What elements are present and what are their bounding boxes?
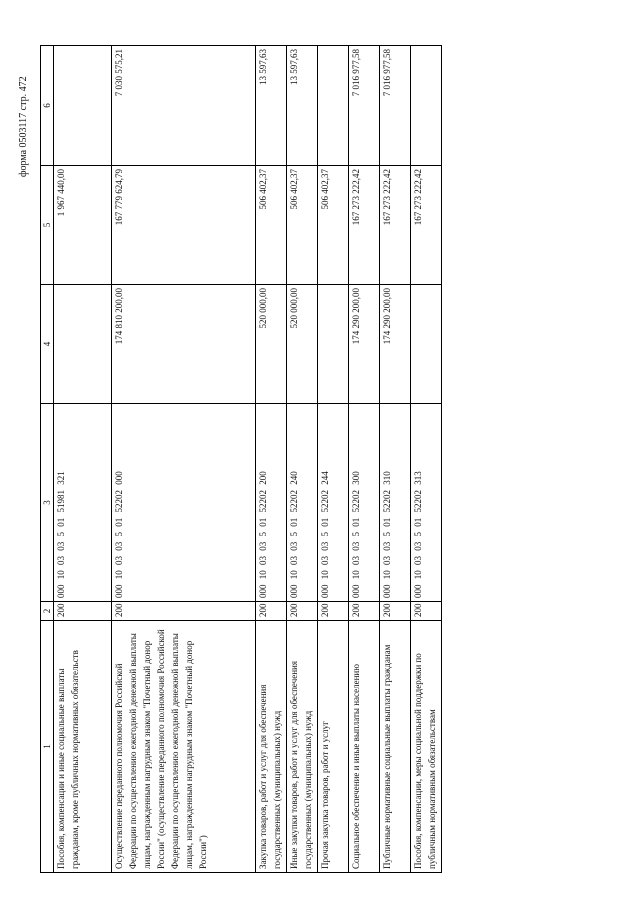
header-row <box>41 46 54 873</box>
row-approved-cell <box>318 285 349 404</box>
row-budget-code-cell: 000 10 03 03 5 01 52202 313 <box>411 404 442 602</box>
row-line-code-cell: 200 <box>411 602 442 621</box>
row-budget-code-cell: 000 10 03 03 5 01 52202 244 <box>318 404 349 602</box>
row-executed-cell: 506 402,37 <box>318 166 349 285</box>
row-budget-code-cell: 000 10 03 03 5 01 52202 200 <box>256 404 287 602</box>
form-number-label: форма 0503117 стр. 472 <box>18 76 29 177</box>
row-name-cell: Прочая закупка товаров, работ и услуг <box>318 621 349 873</box>
row-executed-cell: 506 402,37 <box>256 166 287 285</box>
row-executed-cell: 167 779 624,79 <box>112 166 256 285</box>
table-row <box>256 46 287 873</box>
row-name-cell: Осуществление переданного полномочия Российской Федерации по осуществлению ежегодной денежной выплаты лицам, награжденным нагрудным знаком "Почетный донор России" (осуществление переданного полномочия Российской Федерации по осуществлению ежегодной денежной выплаты лицам, награжденным нагрудным знаком "Почетный донор России") <box>112 621 256 873</box>
row-executed-cell: 506 402,37 <box>287 166 318 285</box>
row-name-cell: Публичные нормативные социальные выплаты гражданам <box>380 621 411 873</box>
table-row <box>54 46 112 873</box>
row-executed-cell: 167 273 222,42 <box>349 166 380 285</box>
row-executed-cell: 1 967 440,00 <box>54 166 112 285</box>
row-approved-cell: 174 290 200,00 <box>349 285 380 404</box>
row-line-code-cell: 200 <box>112 602 256 621</box>
row-name-cell: Социальное обеспечение и иные выплаты населению <box>349 621 380 873</box>
row-line-code-cell: 200 <box>380 602 411 621</box>
row-line-code-cell: 200 <box>349 602 380 621</box>
column-header-4: 4 <box>41 285 54 404</box>
row-budget-code-cell: 000 10 03 03 5 01 52202 000 <box>112 404 256 602</box>
row-unexecuted-cell: 7 030 575,21 <box>112 46 256 166</box>
table-row <box>287 46 318 873</box>
row-name-cell: Закупка товаров, работ и услуг для обеспечения государственных (муниципальных) нужд <box>256 621 287 873</box>
table-row <box>318 46 349 873</box>
column-header-6: 6 <box>41 46 54 166</box>
row-budget-code-cell: 000 10 03 03 5 01 52202 300 <box>349 404 380 602</box>
row-name-cell: Иные закупки товаров, работ и услуг для обеспечения государственных (муниципальных) нужд <box>287 621 318 873</box>
row-unexecuted-cell: 13 597,63 <box>287 46 318 166</box>
row-approved-cell: 520 000,00 <box>256 285 287 404</box>
table-row <box>112 46 256 873</box>
row-name-cell: Пособия, компенсации и иные социальные выплаты гражданам, кроме публичных нормативных обязательств <box>54 621 112 873</box>
row-unexecuted-cell <box>54 46 112 166</box>
budget-execution-table <box>40 45 442 873</box>
column-header-2: 2 <box>41 602 54 621</box>
row-unexecuted-cell <box>318 46 349 166</box>
column-header-5: 5 <box>41 166 54 285</box>
row-unexecuted-cell: 7 016 977,58 <box>349 46 380 166</box>
row-approved-cell: 174 810 200,00 <box>112 285 256 404</box>
row-name-cell: Пособия, компенсации, меры социальной поддержки по публичным нормативным обязательствам <box>411 621 442 873</box>
row-approved-cell: 520 000,00 <box>287 285 318 404</box>
row-unexecuted-cell <box>411 46 442 166</box>
table-row <box>411 46 442 873</box>
row-executed-cell: 167 273 222,42 <box>380 166 411 285</box>
column-header-1: 1 <box>41 621 54 873</box>
row-executed-cell: 167 273 222,42 <box>411 166 442 285</box>
row-unexecuted-cell: 13 597,63 <box>256 46 287 166</box>
row-approved-cell <box>54 285 112 404</box>
row-budget-code-cell: 000 10 03 03 5 01 52202 240 <box>287 404 318 602</box>
table-row <box>380 46 411 873</box>
row-line-code-cell: 200 <box>287 602 318 621</box>
row-unexecuted-cell: 7 016 977,58 <box>380 46 411 166</box>
column-header-3: 3 <box>41 404 54 602</box>
row-line-code-cell: 200 <box>318 602 349 621</box>
row-line-code-cell: 200 <box>54 602 112 621</box>
row-budget-code-cell: 000 10 03 03 5 01 51981 321 <box>54 404 112 602</box>
row-approved-cell <box>411 285 442 404</box>
row-approved-cell: 174 290 200,00 <box>380 285 411 404</box>
table-row <box>349 46 380 873</box>
row-line-code-cell: 200 <box>256 602 287 621</box>
row-budget-code-cell: 000 10 03 03 5 01 52202 310 <box>380 404 411 602</box>
